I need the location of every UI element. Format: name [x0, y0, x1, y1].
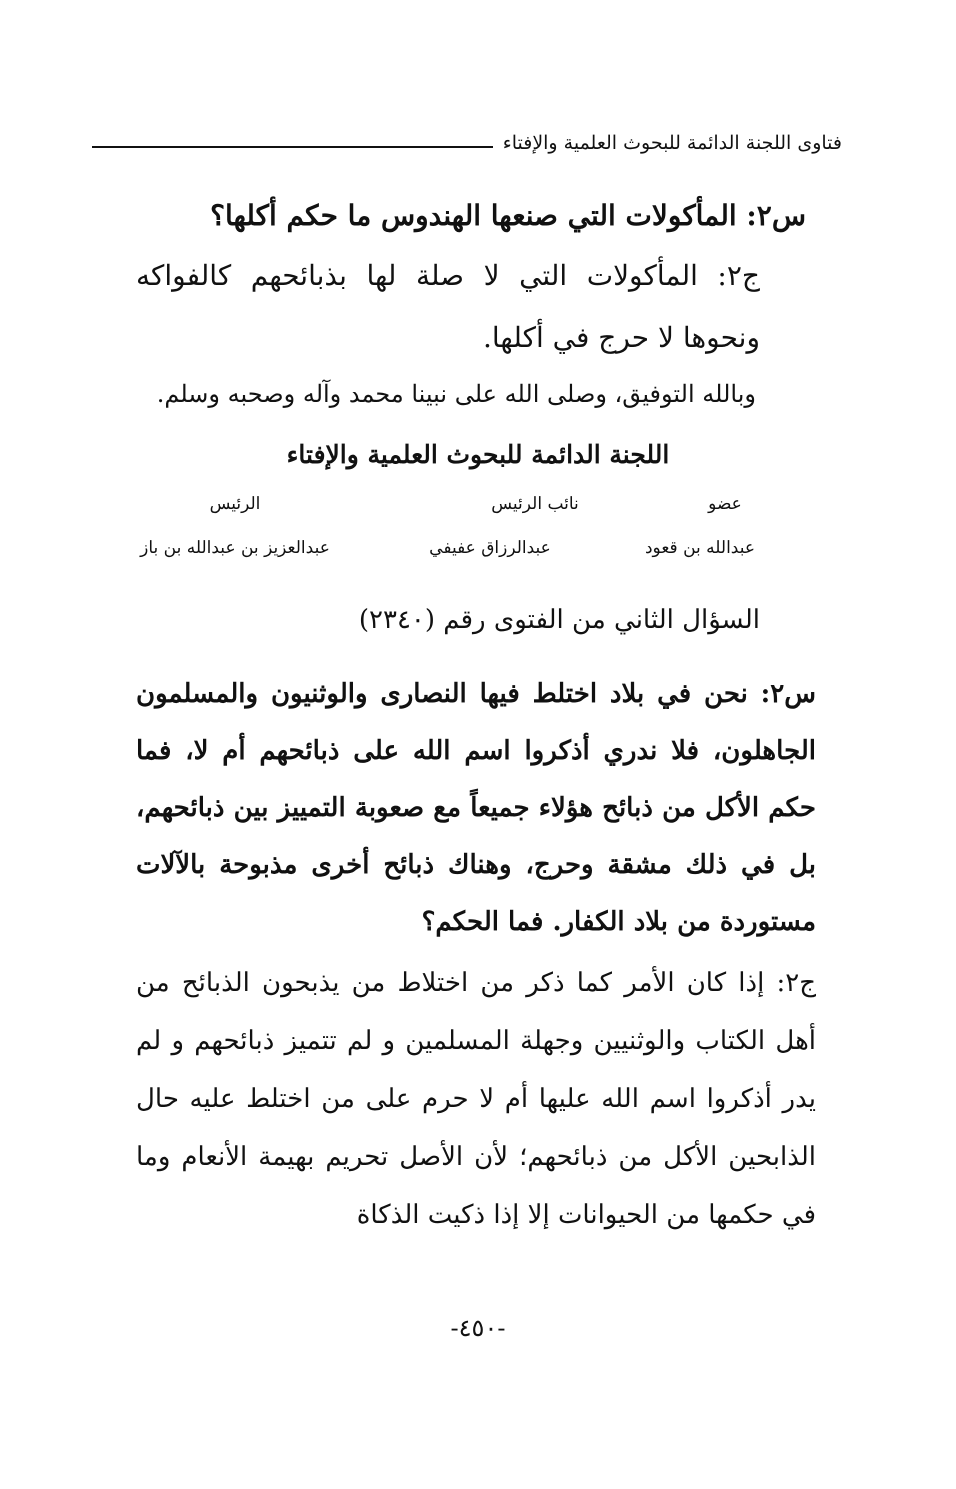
- running-header-title: فتاوى اللجنة الدائمة للبحوث العلمية والإفتاء: [502, 132, 842, 154]
- committee-name: اللجنة الدائمة للبحوث العلمية والإفتاء: [286, 440, 670, 469]
- signatory-name-president: عبدالعزيز بن عبدالله بن باز: [140, 538, 330, 558]
- signatory-title-vice-president: نائب الرئيس: [491, 494, 579, 514]
- header-rule: [92, 146, 493, 148]
- second-question: س٢: نحن في بلاد اختلط فيها النصارى والوثنيون والمسلمون الجاهلون، فلا ندري أذكروا اسم الله على ذبائحهم أم لا، فما حكم الأكل من ذبائح هؤلاء جميعاً مع صعوبة التمييز بين ذبائحهم، بل في ذلك مشقة وحرج، وهناك ذبائح أخرى مذبوحة بالآلات مستوردة من بلاد الكفار. فما الحكم؟: [136, 679, 816, 937]
- signatory-title-president: الرئيس: [209, 494, 261, 514]
- signatory-titles: [120, 494, 770, 514]
- first-question: س٢: المأكولات التي صنعها الهندوس ما حكم أكلها؟: [210, 199, 806, 232]
- page-number: -٤٥٠-: [450, 1314, 506, 1342]
- first-answer: ج٢: المأكولات التي لا صلة لها بذبائحهم كالفواكه ونحوها لا حرج في أكلها.: [136, 259, 760, 354]
- signatory-title-member: عضو: [708, 494, 742, 514]
- second-question-heading: السؤال الثاني من الفتوى رقم (٢٣٤٠): [358, 605, 760, 635]
- signatory-name-member: عبدالله بن قعود: [644, 538, 755, 558]
- running-header: [92, 128, 842, 158]
- closing-prayer: وبالله التوفيق، وصلى الله على نبينا محمد وآله وصحبه وسلم.: [156, 380, 756, 408]
- second-answer: ج٢: إذا كان الأمر كما ذكر من اختلاط من يذبحون الذبائح من أهل الكتاب والوثنيين وجهلة المسلمين و لم تتميز ذبائحهم و لم يدر أذكروا اسم الله عليها أم لا حرم على من اختلط عليه حال الذابحين الأكل من ذبائحهم؛ لأن الأصل تحريم بهيمة الأنعام وما في حكمها من الحيوانات إلا إذا ذكيت الذكاة: [136, 968, 816, 1230]
- signatory-names: [120, 538, 770, 558]
- signatory-name-vice-president: عبدالرزاق عفيفي: [429, 538, 551, 558]
